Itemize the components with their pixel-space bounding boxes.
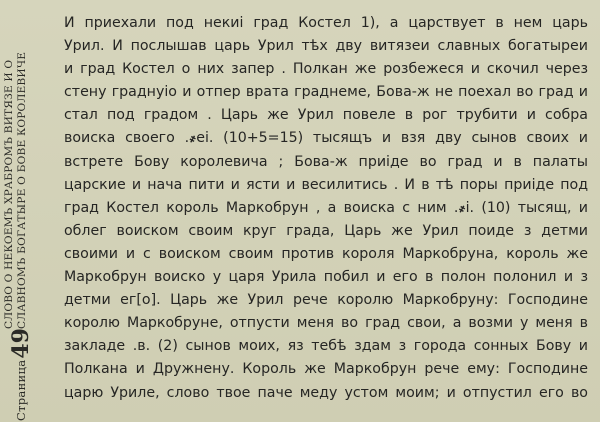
text-line: облег воиском своим круг града, Царь же Урил поиде з детми — [64, 222, 588, 239]
text-line: королю Маркобруне, отпусти меня во град свои, а возми у меня в — [64, 315, 588, 332]
page-number: 49 — [8, 328, 34, 359]
side-header-rotated — [3, 1, 47, 421]
text-line: воиска своего .҂еі. (10+5=15) тысящъ и взя дву сынов своих и — [64, 130, 588, 147]
side-header — [0, 0, 50, 422]
text-line: стену граднуіо и отпер врата граднеме, Бова-ж не поехал во град и — [64, 84, 588, 101]
page-indicator — [5, 328, 34, 421]
text-line: Маркобрун воиско у царя Урила побил и его в полон полонил и з — [64, 269, 588, 286]
body-text — [64, 12, 588, 405]
page-word: Страница — [14, 359, 28, 421]
text-line: встрете Бову королевича ; Бова-ж приіде во град и в палаты — [64, 153, 588, 170]
text-line: закладе .в. (2) сынов моих, яз тебѣ здам з города сонных Бову и — [64, 338, 588, 355]
text-line: детми ег[о]. Царь же Урил рече королю Маркобруну: Господине — [64, 292, 588, 309]
text-line: и град Костел о них запер . Полкан же розбежеся и скочил через — [64, 61, 588, 78]
text-line: Полкана и Дружнену. Король же Маркобрун рече ему: Господине — [64, 361, 588, 378]
book-title-line-1: СЛОВО О НЕКОЕМЪ ХРАБРОМЪ ВИТЯЗЕ И О — [3, 59, 15, 329]
text-line: град Костел король Маркобрун , а воиска с ним .҂і. (10) тысящ, и — [64, 199, 588, 216]
text-line: своими и с воиском своим против короля Маркобруна, король же — [64, 245, 588, 262]
text-line: царю Уриле, слово твое паче меду устом моим; и отпустил его во — [64, 384, 588, 401]
text-line: Урил. И послышав царь Урил тѣх дву витязеи славных богатыреи — [64, 38, 588, 55]
text-line: царские и нача пити и ясти и весилитись . И в тѣ поры приіде под — [64, 176, 588, 193]
book-title-line-2: СЛАВНОМЪ БОГАТЫРЕ О БОВЕ КОРОЛЕВИЧЕ — [16, 51, 28, 329]
text-line: И приехали под некиі град Костел 1), а царствует в нем царь — [64, 15, 588, 31]
book-title — [3, 52, 29, 329]
text-line: стал под градом . Царь же Урил повеле в рог трубити и собра — [64, 107, 588, 124]
